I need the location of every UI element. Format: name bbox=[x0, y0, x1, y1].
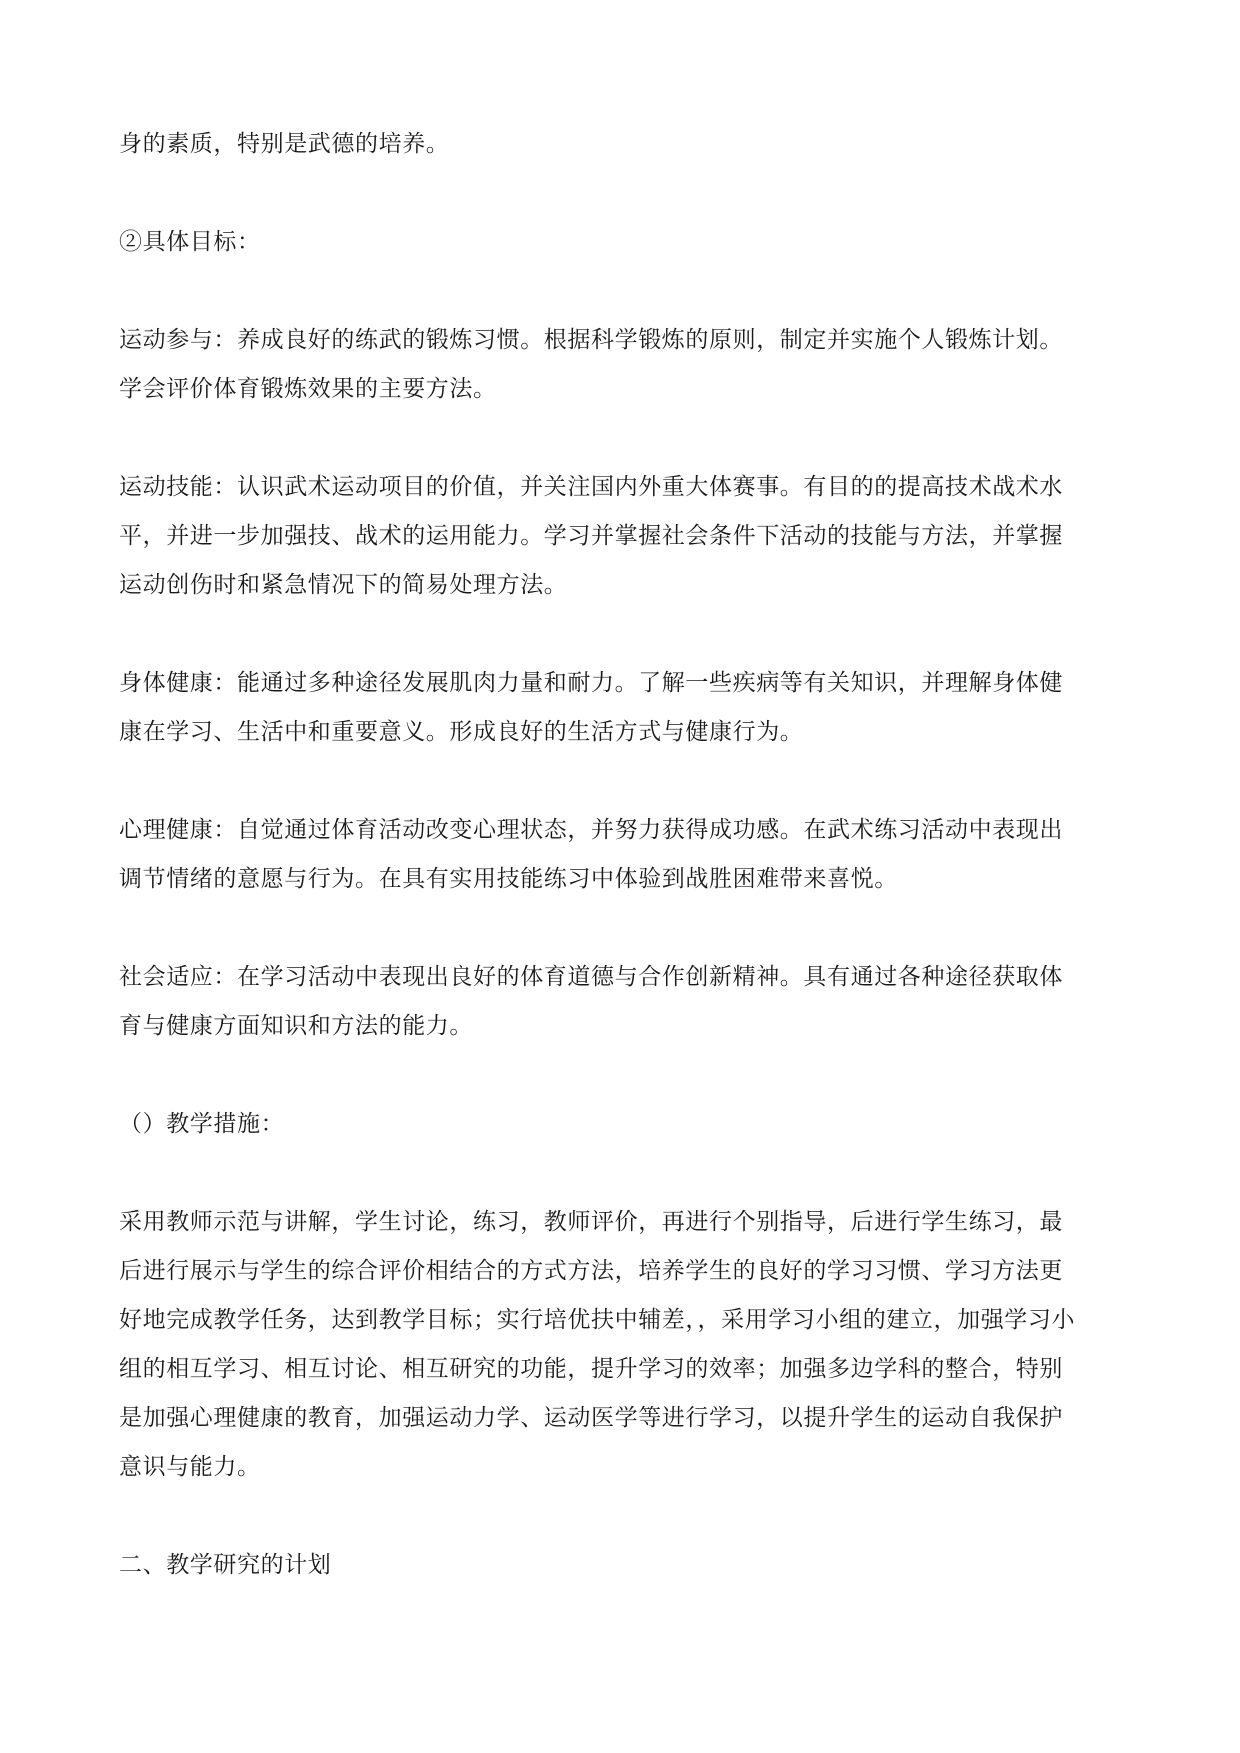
text-line: 运动技能：认识武术运动项目的价值，并关注国内外重大体赛事。有目的的提高技术战术水 bbox=[119, 474, 1063, 500]
text-line: 学会评价体育锻炼效果的主要方法。 bbox=[119, 376, 497, 402]
text-line: 采用教师示范与讲解，学生讨论，练习，教师评价，再进行个别指导，后进行学生练习，最 bbox=[119, 1209, 1063, 1235]
text-line: 社会适应：在学习活动中表现出良好的体育道德与合作创新精神。具有通过各种途径获取体 bbox=[119, 964, 1063, 990]
text-line: 运动参与：养成良好的练武的锻炼习惯。根据科学锻炼的原则，制定并实施个人锻炼计划。 bbox=[119, 327, 1063, 353]
text-line: 身体健康：能通过多种途径发展肌肉力量和耐力。了解一些疾病等有关知识，并理解身体健 bbox=[119, 670, 1063, 696]
section-subheading: （）教学措施： bbox=[119, 1111, 285, 1137]
text-line: 育与健康方面知识和方法的能力。 bbox=[119, 1013, 473, 1039]
text-line: 意识与能力。 bbox=[119, 1454, 261, 1480]
text-line: 身的素质，特别是武德的培养。 bbox=[119, 131, 450, 157]
section-heading: 二、教学研究的计划 bbox=[119, 1552, 332, 1578]
text-line: 心理健康：自觉通过体育活动改变心理状态，并努力获得成功感。在武术练习活动中表现出 bbox=[119, 817, 1063, 843]
text-line: 康在学习、生活中和重要意义。形成良好的生活方式与健康行为。 bbox=[119, 719, 804, 745]
text-line: ②具体目标： bbox=[119, 229, 261, 255]
text-line: 好地完成教学任务，达到教学目标；实行培优扶中辅差，，采用学习小组的建立，加强学习小 bbox=[119, 1307, 1076, 1333]
text-line: 运动创伤时和紧急情况下的简易处理方法。 bbox=[119, 572, 568, 598]
text-line: 平，并进一步加强技、战术的运用能力。学习并掌握社会条件下活动的技能与方法，并掌握 bbox=[119, 523, 1063, 549]
text-line: 是加强心理健康的教育，加强运动力学、运动医学等进行学习，以提升学生的运动自我保护 bbox=[119, 1405, 1063, 1431]
text-line: 调节情绪的意愿与行为。在具有实用技能练习中体验到战胜困难带来喜悦。 bbox=[119, 866, 898, 892]
text-line: 组的相互学习、相互讨论、相互研究的功能，提升学习的效率；加强多边学科的整合，特别 bbox=[119, 1356, 1063, 1382]
text-line: 后进行展示与学生的综合评价相结合的方式方法，培养学生的良好的学习习惯、学习方法更 bbox=[119, 1258, 1063, 1284]
